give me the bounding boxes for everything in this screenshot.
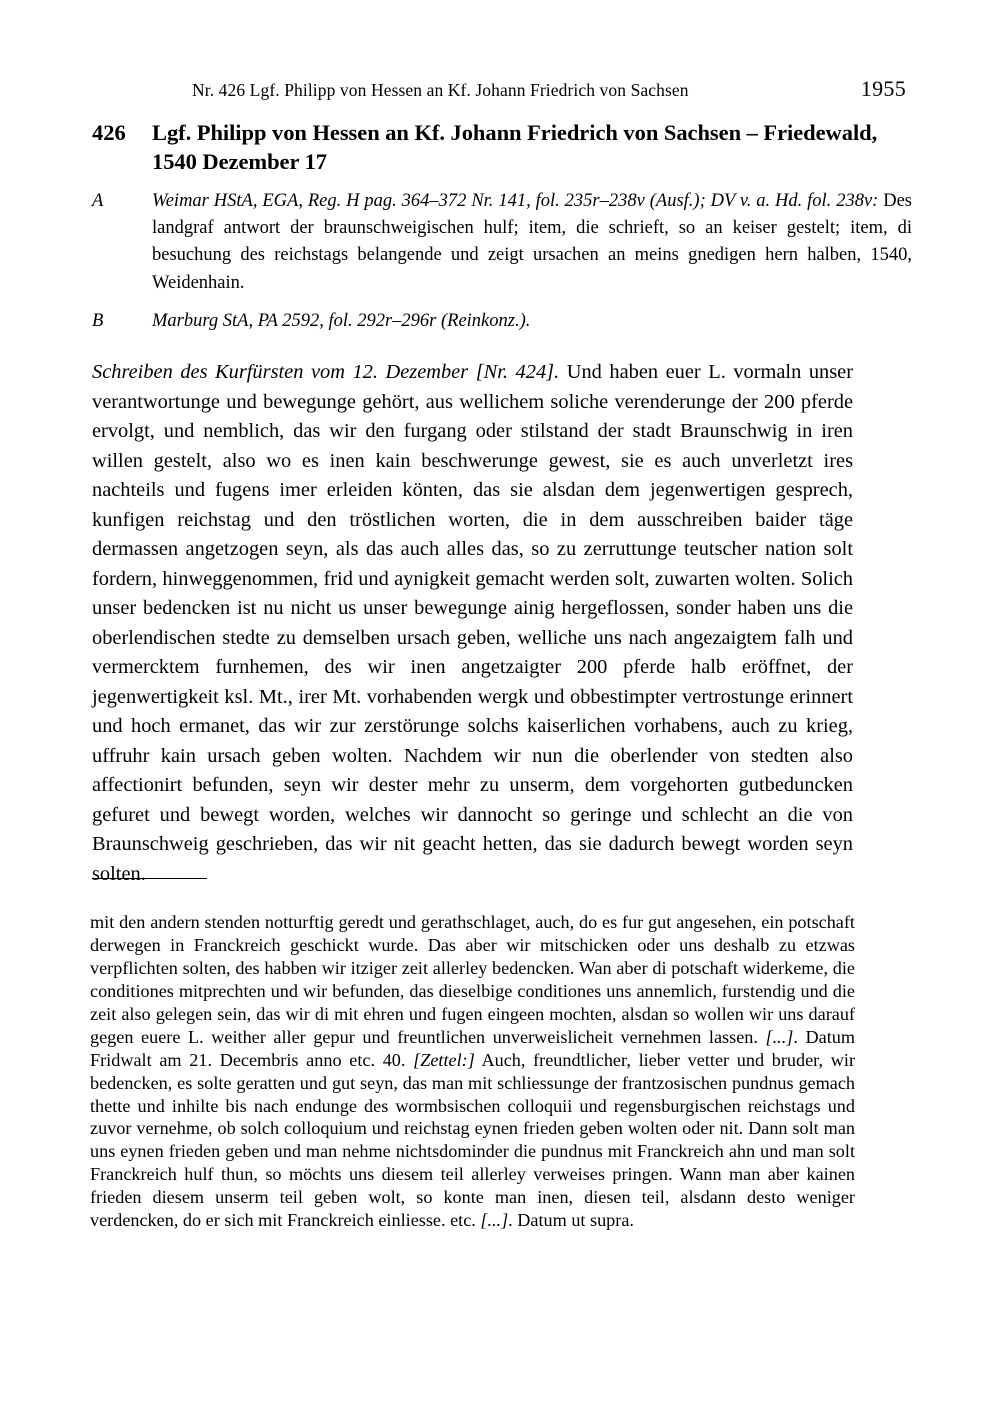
source-note-a: Des landgraf antwort der braunschweigischen hulf; item, die schrieft, so an keiser gestelt; item, di besuchung des reichstags belangende und zeigt ursachen an meins gnedigen hern halben, 1540, Weidenhain.	[152, 191, 913, 293]
source-citation-a: Weimar HStA, EGA, Reg. H pag. 364–372 Nr. 141, fol. 235r–238v (Ausf.); DV v. a. Hd. fol. 238v:	[152, 191, 879, 211]
footnote-separator-rule	[92, 878, 207, 879]
running-head	[92, 76, 912, 102]
page-number: 1955	[860, 76, 906, 101]
source-sigil-a: A	[92, 191, 104, 211]
footnote-zettel-marker: [Zettel:]	[413, 1049, 475, 1070]
footnote-part-4: . Datum ut supra.	[508, 1210, 634, 1231]
body-main-text: Und haben euer L. vormaln unser verantwortunge und bewegunge gehört, aus wellichem soliche verenderunge der 200 pferde ervolgt, und nemblich, das wir den furgang oder stilstand der stadt Braunschwig in iren willen gestelt, also wo es inen kain beschwerunge gewest, sie es auch unverletzt ires nachteils und fugens imer erleiden könten, das sie alsdan dem jegenwertigen gesprech, kunfigen reichstag und den tröstlichen worten, die in dem ausschreiben baider täge dermassen angetzogen seyn, als das auch alles das, so zu zerruttunge teutscher nation solt fordern, hinweggenommen, frid und aynigkeit gemacht werden solt, zuwarten wolten. Solich unser bedencken ist nu nicht us unser bewegunge ainig hergeflossen, sonder haben uns die oberlendischen stedte zu demselben ursach geben, welliche uns nach angezaigtem falh und vermercktem furnhemen, des wir inen angetzaigter 200 pferde halb eröffnet, der jegenwertigkeit ksl. Mt., irer Mt. vorhabenden wergk und obbestimpter vertrostunge erinnert und hoch ermanet, das wir zur zerstörunge solchs kaiserlichen vorhabens, auch zu krieg, uffruhr kain ursach geben wolten. Nachdem wir nun die oberlender von stedten also affectionirt befunden, seyn wir dester mehr zu unserm, dem vorgehorten gutbeduncken gefuret und bewegt worden, welches wir dannocht so geringe und schlecht an die von Braunschweig geschrieben, das wir nit geacht hetten, das sie dadurch bewegt worden seyn solten.	[92, 361, 853, 885]
footnote-part-3: Auch, freundtlicher, lieber vetter und bruder, wir bedencken, es solte geratten und gut seyn, das man mit schliessunge der frantzosischen pundnus gemach thette und inhilte bis nach endunge des wormbsischen colloquii und regensburgischen reichstags und zuvor vernehme, ob solch colloquium und reichstag eynen frieden geben wolten oder nit. Dann solt man uns eynen frieden geben und man nehme nichtsdominder die pundnus mit Franckreich ahn und man solt Franckreich hulf thun, so möchts uns diesem teil allerley verweises pringen. Wann man aber kainen frieden diesem unserm teil geben wolt, so konte man inen, diesen teil, alsdann desto weniger verdencken, do er sich mit Franckreich einliesse. etc.	[90, 1049, 856, 1231]
footnote-text	[90, 911, 855, 1232]
document-title-text: Lgf. Philipp von Hessen an Kf. Johann Friedrich von Sachsen – Friedewald, 1540 Dezember 17	[152, 120, 878, 175]
footnote-ellipsis-1: [...]	[765, 1026, 794, 1047]
source-entry-b	[92, 308, 912, 335]
running-head-title: Nr. 426 Lgf. Philipp von Hessen an Kf. Johann Friedrich von Sachsen	[192, 80, 689, 100]
body-paragraph	[92, 358, 853, 889]
source-body-a	[152, 188, 912, 297]
footnote-part-2: . Datum Fridwalt am 21. Decembris anno etc. 40.	[90, 1026, 855, 1070]
footnote-part-1: mit den andern stenden notturftig geredt und gerathschlaget, auch, do es fur gut angesehen, ein potschaft derwegen in Franckreich geschickt wurde. Das aber wir mitschicken oder uns deshalb zu etzwas verpflichten solten, des habben wir itziger zeit allerley bedencken. Wan aber di potschaft widerkeme, die conditiones mitprechten und wir befunden, das dieselbige conditiones uns annemlich, furstendig und die zeit also gelegen sein, das wir di mit ehren und fugen eingeen mochten, alsdan so wollen wir uns darauf gegen euere L. weither aller gepur und freuntlichen unverweislicheit vernehmen lassen.	[90, 912, 855, 1047]
source-entry-a	[92, 188, 912, 297]
source-body-b	[152, 308, 912, 335]
source-sigil-b: B	[92, 310, 104, 331]
footnote-ellipsis-2: [...]	[480, 1210, 509, 1231]
source-citation-b: Marburg StA, PA 2592, fol. 292r–296r (Reinkonz.).	[152, 310, 531, 331]
source-apparatus	[92, 188, 912, 335]
document-number: 426	[92, 120, 126, 145]
body-lead-in: Schreiben des Kurfürsten vom 12. Dezember [Nr. 424].	[92, 361, 560, 384]
document-title	[92, 118, 912, 177]
